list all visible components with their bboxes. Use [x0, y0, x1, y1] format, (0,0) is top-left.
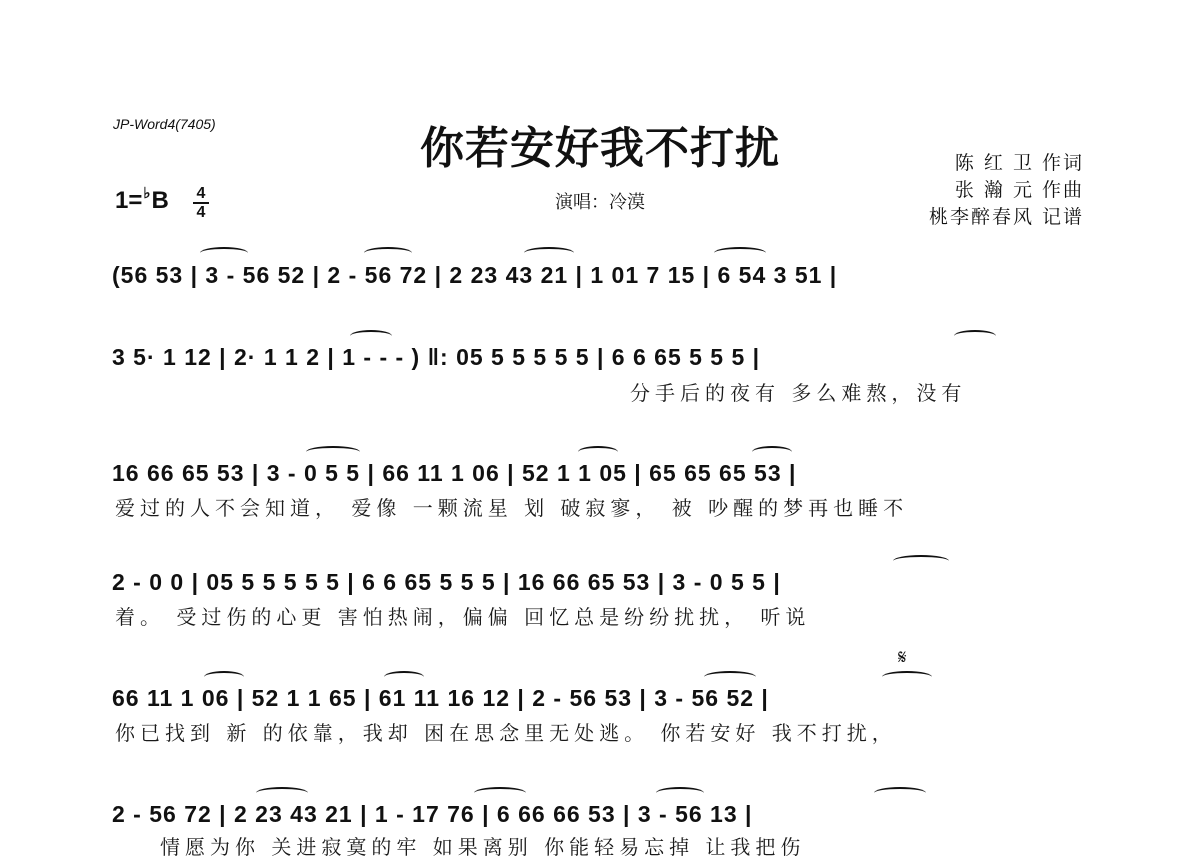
lyric-line-3: 爱过的人不会知道， 爱像 一颗流星 划 破寂寥， 被 吵醒的梦再也睡不: [115, 496, 909, 520]
tie-arc: [714, 247, 766, 259]
song-title: 你若安好我不打扰: [420, 123, 780, 174]
tie-arc: [954, 330, 996, 342]
composer-credit: 张 瀚 元 作曲: [954, 179, 1084, 201]
tie-arc: [384, 671, 424, 683]
notation-line-3: 16 66 65 53 | 3 - 0 5 5 | 66 11 1 06 | 52 1 1 05 | 65 65 65 53 |: [112, 460, 797, 486]
notation-line-1: (56 53 | 3 - 56 52 | 2 - 56 72 | 2 23 43 21 | 1 01 7 15 | 6 54 3 51 |: [112, 262, 838, 288]
tie-arc: [524, 247, 574, 259]
tie-arc: [306, 446, 360, 458]
tie-arc: [874, 787, 926, 799]
tie-arc: [578, 446, 618, 458]
notation-line-2: 3 5· 1 12 | 2· 1 1 2 | 1 - - - ) ‖: 05 5 5 5 5 5 | 6 6 65 5 5 5 |: [112, 344, 761, 370]
performer-credit: 演唱：冷漠: [555, 192, 645, 213]
time-signature-top: 4: [196, 185, 206, 202]
tie-arc: [474, 787, 526, 799]
key-signature: [115, 187, 169, 215]
notation-line-6: 2 - 56 72 | 2 23 43 21 | 1 - 17 76 | 6 66 66 53 | 3 - 56 13 |: [112, 801, 753, 827]
segno-icon: 𝄋: [898, 645, 907, 669]
tie-arc: [350, 330, 392, 342]
lyricist-credit: 陈 红 卫 作词: [954, 152, 1084, 174]
tie-arc: [752, 446, 792, 458]
flat-icon: ♭: [143, 185, 151, 202]
tie-arc: [893, 555, 949, 567]
key-prefix: 1=: [115, 187, 143, 214]
tie-arc: [204, 671, 244, 683]
lyric-line-2: 分手后的夜有 多么难熬，没有: [630, 381, 967, 405]
key-note: B: [151, 187, 169, 214]
lyric-line-5: 你已找到 新 的依靠，我却 困在思念里无处逃。 你若安好 我不打扰，: [115, 721, 897, 745]
notation-line-4: 2 - 0 0 | 05 5 5 5 5 5 | 6 6 65 5 5 5 | 16 66 65 53 | 3 - 0 5 5 |: [112, 569, 781, 595]
tie-arc: [200, 247, 248, 259]
tie-arc: [882, 671, 932, 683]
software-tag: JP-Word4(7405): [113, 116, 216, 132]
tie-arc: [364, 247, 412, 259]
time-signature: [192, 185, 210, 221]
tie-arc: [256, 787, 308, 799]
lyric-line-4: 着。 受过伤的心更 害怕热闹，偏偏 回忆总是纷纷扰扰， 听说: [115, 605, 811, 629]
notation-line-5: 66 11 1 06 | 52 1 1 65 | 61 11 16 12 | 2 - 56 53 | 3 - 56 52 |: [112, 685, 769, 711]
tie-arc: [704, 671, 756, 683]
transcriber-credit: 桃李醉春风 记谱: [928, 206, 1084, 228]
time-signature-bottom: 4: [196, 204, 206, 221]
tie-arc: [656, 787, 704, 799]
lyric-line-6: 情愿为你 关进寂寞的牢 如果离别 你能轻易忘掉 让我把伤: [160, 835, 806, 859]
